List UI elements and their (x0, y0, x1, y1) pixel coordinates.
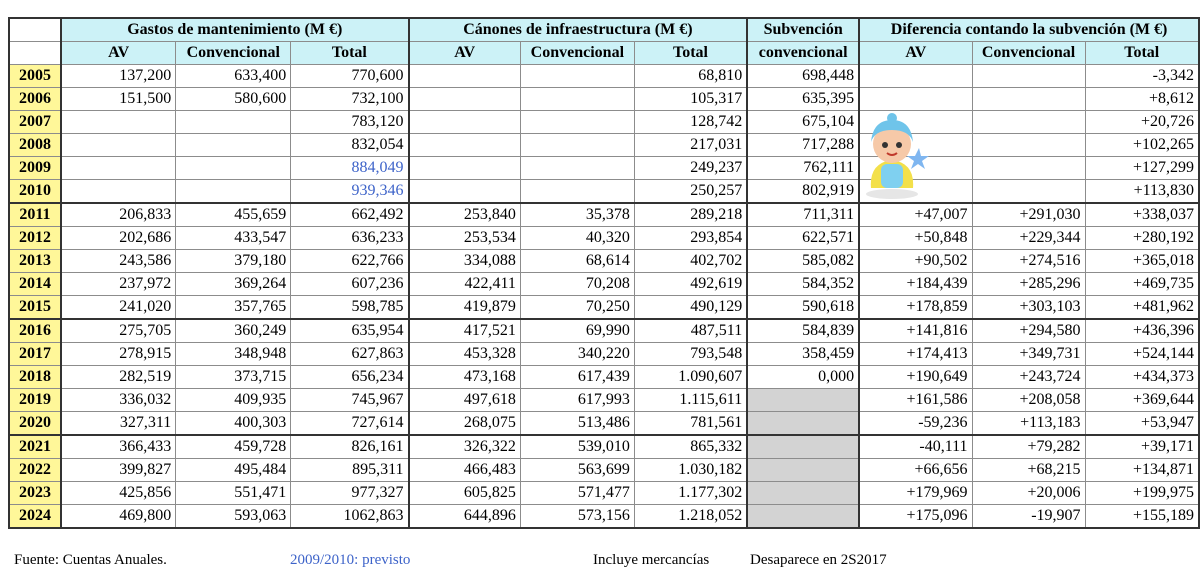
cell-f-av: 417,521 (409, 319, 521, 343)
cell-d-total: +20,726 (1085, 111, 1199, 134)
table-row (9, 412, 1199, 436)
cell-f-conv (520, 134, 634, 157)
table-row (9, 482, 1199, 505)
table-header (9, 18, 1199, 65)
cell-subsidy (747, 459, 859, 482)
cell-d-av (859, 65, 972, 88)
cell-d-conv: +79,282 (972, 435, 1085, 459)
cell-f-conv: 69,990 (520, 319, 634, 343)
cell-m-av: 366,433 (61, 435, 176, 459)
cell-d-av: +66,656 (859, 459, 972, 482)
cell-d-total: +102,265 (1085, 134, 1199, 157)
cell-f-av: 268,075 (409, 412, 521, 436)
cell-f-conv: 617,439 (520, 366, 634, 389)
cell-d-total: +469,735 (1085, 273, 1199, 296)
year-cell: 2018 (9, 366, 61, 389)
year-cell: 2005 (9, 65, 61, 88)
table-row (9, 227, 1199, 250)
cell-m-av: 399,827 (61, 459, 176, 482)
cell-m-total: 745,967 (291, 389, 409, 412)
cell-f-conv (520, 65, 634, 88)
cell-f-av: 453,328 (409, 343, 521, 366)
cell-subsidy: 0,000 (747, 366, 859, 389)
cell-d-av: +190,649 (859, 366, 972, 389)
cell-f-av (409, 180, 521, 204)
cell-m-av: 151,500 (61, 88, 176, 111)
cell-m-conv: 455,659 (176, 203, 291, 227)
cell-f-av: 253,534 (409, 227, 521, 250)
cell-d-av: +184,439 (859, 273, 972, 296)
cell-m-conv: 400,303 (176, 412, 291, 436)
cell-f-av (409, 111, 521, 134)
cell-f-total: 289,218 (634, 203, 747, 227)
cell-m-conv: 433,547 (176, 227, 291, 250)
cell-d-total: +369,644 (1085, 389, 1199, 412)
cell-d-conv (972, 65, 1085, 88)
cell-m-total: 727,614 (291, 412, 409, 436)
cell-f-total: 402,702 (634, 250, 747, 273)
cell-m-conv: 348,948 (176, 343, 291, 366)
cell-subsidy: 675,104 (747, 111, 859, 134)
cell-m-conv: 551,471 (176, 482, 291, 505)
cell-m-av (61, 134, 176, 157)
cell-d-total: +365,018 (1085, 250, 1199, 273)
table-row (9, 180, 1199, 204)
cell-f-total: 1.090,607 (634, 366, 747, 389)
cell-f-total: 1.218,052 (634, 505, 747, 529)
cell-m-av: 275,705 (61, 319, 176, 343)
cell-d-total: +53,947 (1085, 412, 1199, 436)
cell-m-av (61, 111, 176, 134)
cell-d-av: +90,502 (859, 250, 972, 273)
cell-d-total: +434,373 (1085, 366, 1199, 389)
cell-f-total: 781,561 (634, 412, 747, 436)
year-cell: 2022 (9, 459, 61, 482)
year-cell: 2008 (9, 134, 61, 157)
cell-m-total: 598,785 (291, 296, 409, 320)
cell-d-total: +338,037 (1085, 203, 1199, 227)
cell-f-conv (520, 157, 634, 180)
cell-subsidy (747, 435, 859, 459)
cell-m-av: 278,915 (61, 343, 176, 366)
cell-subsidy (747, 412, 859, 436)
header-fees-av: AV (409, 42, 521, 65)
table-row (9, 319, 1199, 343)
cell-m-total: 656,234 (291, 366, 409, 389)
cell-d-conv: +208,058 (972, 389, 1085, 412)
cell-d-total: +481,962 (1085, 296, 1199, 320)
cell-m-av: 237,972 (61, 273, 176, 296)
cell-m-av: 241,020 (61, 296, 176, 320)
cell-f-av: 419,879 (409, 296, 521, 320)
cell-d-conv (972, 111, 1085, 134)
cell-m-conv (176, 134, 291, 157)
cell-d-av: -40,111 (859, 435, 972, 459)
cell-f-av: 497,618 (409, 389, 521, 412)
cell-f-conv: 573,156 (520, 505, 634, 529)
cell-d-av: +47,007 (859, 203, 972, 227)
cell-f-av: 644,896 (409, 505, 521, 529)
cell-d-total: +155,189 (1085, 505, 1199, 529)
cell-f-av: 605,825 (409, 482, 521, 505)
year-cell: 2013 (9, 250, 61, 273)
cell-d-conv: +349,731 (972, 343, 1085, 366)
cell-d-av: +179,969 (859, 482, 972, 505)
cell-subsidy (747, 482, 859, 505)
cell-d-conv: +20,006 (972, 482, 1085, 505)
cell-subsidy: 358,459 (747, 343, 859, 366)
cell-d-av: +141,816 (859, 319, 972, 343)
year-cell: 2009 (9, 157, 61, 180)
cell-m-total: 977,327 (291, 482, 409, 505)
table-row (9, 366, 1199, 389)
cell-m-total: 783,120 (291, 111, 409, 134)
footer-forecast-note: 2009/2010: previsto (290, 552, 411, 568)
cell-f-conv: 340,220 (520, 343, 634, 366)
cell-d-total: +199,975 (1085, 482, 1199, 505)
cell-f-av: 326,322 (409, 435, 521, 459)
cell-subsidy: 584,839 (747, 319, 859, 343)
cell-d-total: +127,299 (1085, 157, 1199, 180)
cell-m-total: 770,600 (291, 65, 409, 88)
cell-subsidy: 762,111 (747, 157, 859, 180)
cell-m-conv: 360,249 (176, 319, 291, 343)
doll-figure-icon (851, 108, 933, 200)
year-cell: 2015 (9, 296, 61, 320)
cell-m-conv: 593,063 (176, 505, 291, 529)
cell-d-conv (972, 88, 1085, 111)
cell-d-av: +174,413 (859, 343, 972, 366)
cell-f-av (409, 65, 521, 88)
cell-d-conv: +285,296 (972, 273, 1085, 296)
cell-subsidy: 711,311 (747, 203, 859, 227)
cell-f-conv: 539,010 (520, 435, 634, 459)
corner-cell-2 (9, 42, 61, 65)
cell-m-total: 895,311 (291, 459, 409, 482)
table-row (9, 134, 1199, 157)
cell-f-conv: 617,993 (520, 389, 634, 412)
header-subsidy-line1: Subvención (747, 18, 859, 42)
cell-f-conv: 35,378 (520, 203, 634, 227)
cell-f-conv (520, 88, 634, 111)
cell-d-conv: +68,215 (972, 459, 1085, 482)
cell-d-av: +175,096 (859, 505, 972, 529)
cell-f-conv: 40,320 (520, 227, 634, 250)
footer-includes-freight: Incluye mercancías (593, 552, 710, 568)
cell-m-total: 826,161 (291, 435, 409, 459)
cell-subsidy: 584,352 (747, 273, 859, 296)
cell-f-conv: 513,486 (520, 412, 634, 436)
corner-cell (9, 18, 61, 42)
header-difference-av: AV (859, 42, 972, 65)
cell-f-av: 422,411 (409, 273, 521, 296)
year-cell: 2012 (9, 227, 61, 250)
cell-f-total: 1.177,302 (634, 482, 747, 505)
year-cell: 2007 (9, 111, 61, 134)
cell-d-av: +161,586 (859, 389, 972, 412)
cell-m-conv: 409,935 (176, 389, 291, 412)
cell-f-total: 492,619 (634, 273, 747, 296)
table-row (9, 389, 1199, 412)
table-row (9, 250, 1199, 273)
cell-m-total: 635,954 (291, 319, 409, 343)
cell-m-total: 636,233 (291, 227, 409, 250)
year-cell: 2010 (9, 180, 61, 204)
table-row (9, 435, 1199, 459)
cell-subsidy: 698,448 (747, 65, 859, 88)
cell-m-conv: 379,180 (176, 250, 291, 273)
table-row (9, 273, 1199, 296)
cell-m-av: 137,200 (61, 65, 176, 88)
cell-f-conv: 68,614 (520, 250, 634, 273)
cell-m-conv: 357,765 (176, 296, 291, 320)
cell-m-conv: 373,715 (176, 366, 291, 389)
cell-d-total: +39,171 (1085, 435, 1199, 459)
cell-d-conv: +113,183 (972, 412, 1085, 436)
cell-m-av: 469,800 (61, 505, 176, 529)
cell-d-total: +280,192 (1085, 227, 1199, 250)
cell-d-av: +178,859 (859, 296, 972, 320)
cell-m-conv: 580,600 (176, 88, 291, 111)
cell-d-total: -3,342 (1085, 65, 1199, 88)
cell-f-total: 490,129 (634, 296, 747, 320)
cell-f-conv (520, 111, 634, 134)
table-row (9, 203, 1199, 227)
cell-f-av: 334,088 (409, 250, 521, 273)
table-row (9, 505, 1199, 529)
table-row (9, 459, 1199, 482)
cell-f-total: 250,257 (634, 180, 747, 204)
cell-m-conv (176, 157, 291, 180)
cell-f-total: 128,742 (634, 111, 747, 134)
cell-d-conv (972, 180, 1085, 204)
cell-m-conv: 459,728 (176, 435, 291, 459)
year-cell: 2023 (9, 482, 61, 505)
cell-f-total: 865,332 (634, 435, 747, 459)
cell-f-total: 105,317 (634, 88, 747, 111)
cell-f-total: 1.030,182 (634, 459, 747, 482)
cell-d-conv: -19,907 (972, 505, 1085, 529)
cell-d-av: +50,848 (859, 227, 972, 250)
cell-f-conv: 70,250 (520, 296, 634, 320)
cell-m-total: 884,049 (291, 157, 409, 180)
year-cell: 2006 (9, 88, 61, 111)
cell-m-total: 627,863 (291, 343, 409, 366)
header-fees-total: Total (634, 42, 747, 65)
header-fees-conv: Convencional (520, 42, 634, 65)
cell-m-total: 1062,863 (291, 505, 409, 529)
year-cell: 2024 (9, 505, 61, 529)
year-cell: 2016 (9, 319, 61, 343)
table-row (9, 88, 1199, 111)
cell-subsidy: 585,082 (747, 250, 859, 273)
cell-d-conv: +294,580 (972, 319, 1085, 343)
cell-m-av: 282,519 (61, 366, 176, 389)
cell-f-conv (520, 180, 634, 204)
cell-f-total: 793,548 (634, 343, 747, 366)
table-row (9, 343, 1199, 366)
cell-subsidy: 590,618 (747, 296, 859, 320)
cell-f-av (409, 157, 521, 180)
header-maintenance: Gastos de mantenimiento (M €) (61, 18, 409, 42)
railway-finance-table (8, 17, 1200, 529)
cell-m-total: 607,236 (291, 273, 409, 296)
year-cell: 2017 (9, 343, 61, 366)
cell-f-total: 487,511 (634, 319, 747, 343)
cell-m-total: 939,346 (291, 180, 409, 204)
cell-m-total: 622,766 (291, 250, 409, 273)
cell-d-av: -59,236 (859, 412, 972, 436)
table-row (9, 157, 1199, 180)
cell-m-total: 662,492 (291, 203, 409, 227)
header-fees: Cánones de infraestructura (M €) (409, 18, 748, 42)
year-cell: 2019 (9, 389, 61, 412)
cell-d-total: +113,830 (1085, 180, 1199, 204)
header-difference-total: Total (1085, 42, 1199, 65)
table-row (9, 111, 1199, 134)
cell-subsidy: 622,571 (747, 227, 859, 250)
cell-m-conv: 369,264 (176, 273, 291, 296)
cell-subsidy: 802,919 (747, 180, 859, 204)
cell-d-total: +8,612 (1085, 88, 1199, 111)
cell-m-total: 832,054 (291, 134, 409, 157)
cell-m-conv (176, 180, 291, 204)
cell-f-conv: 571,477 (520, 482, 634, 505)
cell-d-conv (972, 134, 1085, 157)
footer-source: Fuente: Cuentas Anuales. (14, 552, 167, 568)
cell-d-total: +524,144 (1085, 343, 1199, 366)
table-row (9, 65, 1199, 88)
cell-m-av: 327,311 (61, 412, 176, 436)
header-subsidy-line2: convencional (747, 42, 859, 65)
cell-d-conv: +291,030 (972, 203, 1085, 227)
cell-m-conv: 495,484 (176, 459, 291, 482)
cell-subsidy: 635,395 (747, 88, 859, 111)
year-cell: 2011 (9, 203, 61, 227)
cell-m-av: 243,586 (61, 250, 176, 273)
cell-m-total: 732,100 (291, 88, 409, 111)
cell-d-conv (972, 157, 1085, 180)
cell-m-av: 425,856 (61, 482, 176, 505)
cell-subsidy: 717,288 (747, 134, 859, 157)
table-row (9, 296, 1199, 320)
cell-d-conv: +303,103 (972, 296, 1085, 320)
cell-d-conv: +274,516 (972, 250, 1085, 273)
cell-d-conv: +229,344 (972, 227, 1085, 250)
cell-f-total: 1.115,611 (634, 389, 747, 412)
header-difference-conv: Convencional (972, 42, 1085, 65)
cell-m-av: 202,686 (61, 227, 176, 250)
cell-subsidy (747, 505, 859, 529)
year-cell: 2021 (9, 435, 61, 459)
year-cell: 2014 (9, 273, 61, 296)
cell-f-av (409, 88, 521, 111)
cell-f-av (409, 134, 521, 157)
cell-f-av: 466,483 (409, 459, 521, 482)
cell-m-av (61, 180, 176, 204)
footer-disappears: Desaparece en 2S2017 (750, 552, 887, 568)
cell-d-total: +134,871 (1085, 459, 1199, 482)
cell-f-conv: 563,699 (520, 459, 634, 482)
cell-m-av: 336,032 (61, 389, 176, 412)
cell-m-conv (176, 111, 291, 134)
cell-m-av (61, 157, 176, 180)
header-maintenance-conv: Convencional (176, 42, 291, 65)
cell-f-av: 253,840 (409, 203, 521, 227)
header-maintenance-av: AV (61, 42, 176, 65)
table-body (9, 65, 1199, 529)
cell-f-total: 293,854 (634, 227, 747, 250)
cell-f-conv: 70,208 (520, 273, 634, 296)
cell-d-total: +436,396 (1085, 319, 1199, 343)
cell-subsidy (747, 389, 859, 412)
cell-f-av: 473,168 (409, 366, 521, 389)
cell-d-conv: +243,724 (972, 366, 1085, 389)
cell-m-conv: 633,400 (176, 65, 291, 88)
header-difference: Diferencia contando la subvención (M €) (859, 18, 1199, 42)
header-maintenance-total: Total (291, 42, 409, 65)
cell-f-total: 217,031 (634, 134, 747, 157)
cell-m-av: 206,833 (61, 203, 176, 227)
year-cell: 2020 (9, 412, 61, 436)
cell-f-total: 249,237 (634, 157, 747, 180)
table-wrapper (8, 17, 1200, 529)
cell-f-total: 68,810 (634, 65, 747, 88)
